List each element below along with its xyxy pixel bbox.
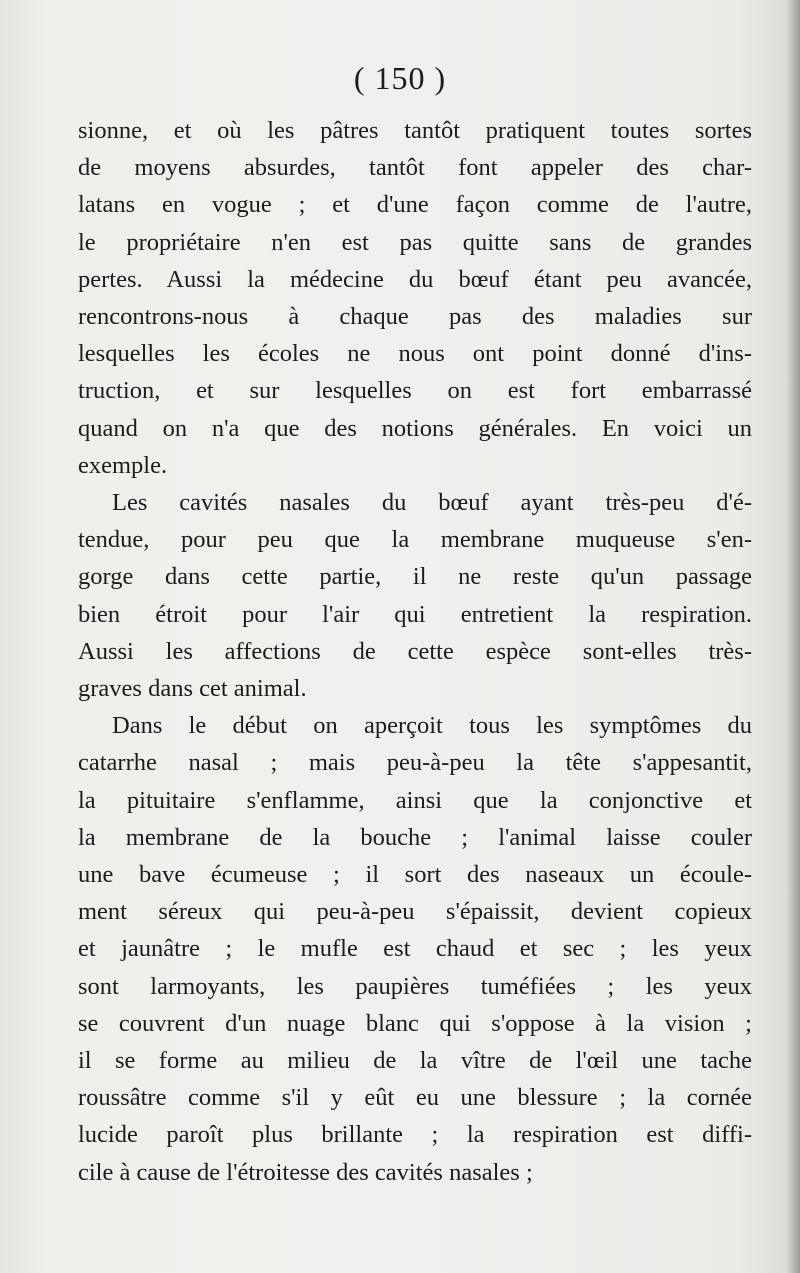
text-line: il se forme au milieu de la vître de l'œil une tache	[78, 1047, 752, 1075]
text-line: lucide paroît plus brillante ; la respiration est diffi-	[78, 1121, 752, 1149]
text-line: de moyens absurdes, tantôt font appeler des char-	[78, 154, 752, 182]
text-line: ment séreux qui peu-à-peu s'épaissit, devient copieux	[78, 898, 752, 926]
text-line: la membrane de la bouche ; l'animal laisse couler	[78, 823, 752, 851]
text-line: latans en vogue ; et d'une façon comme de l'autre,	[78, 191, 752, 219]
text-line: une bave écumeuse ; il sort des naseaux un écoule-	[78, 861, 752, 889]
paragraph	[78, 707, 752, 1191]
text-line: exemple.	[78, 451, 168, 479]
body-text	[78, 112, 752, 1191]
text-line: la pituitaire s'enflamme, ainsi que la conjonctive et	[78, 786, 752, 814]
text-line: Dans le début on aperçoit tous les symptômes du	[112, 712, 752, 740]
text-line: lesquelles les écoles ne nous ont point donné d'ins-	[78, 340, 752, 368]
text-line: Aussi les affections de cette espèce sont-elles très-	[78, 637, 752, 665]
text-line: sont larmoyants, les paupières tuméfiées ; les yeux	[78, 972, 752, 1000]
text-line: Les cavités nasales du bœuf ayant très-peu d'é-	[112, 489, 752, 517]
text-line: pertes. Aussi la médecine du bœuf étant peu avancée,	[78, 265, 752, 293]
text-line: catarrhe nasal ; mais peu-à-peu la tête s'appesantit,	[78, 749, 752, 777]
text-line: le propriétaire n'en est pas quitte sans de grandes	[78, 228, 752, 256]
text-line: se couvrent d'un nuage blanc qui s'oppose à la vision ;	[78, 1009, 752, 1037]
paragraph	[78, 112, 752, 484]
text-line: sionne, et où les pâtres tantôt pratiquent toutes sortes	[78, 117, 752, 144]
paragraph	[78, 484, 752, 707]
text-line: quand on n'a que des notions générales. En voici un	[78, 414, 752, 442]
text-line: truction, et sur lesquelles on est fort embarrassé	[78, 377, 752, 405]
page-number: ( 150 )	[353, 60, 447, 96]
text-line: gorge dans cette partie, il ne reste qu'un passage	[78, 563, 752, 591]
text-line: rencontrons-nous à chaque pas des maladies sur	[78, 303, 752, 331]
text-line: bien étroit pour l'air qui entretient la respiration.	[78, 600, 752, 628]
text-line: tendue, pour peu que la membrane muqueuse s'en-	[78, 526, 752, 554]
page-edge-shadow	[786, 0, 800, 1273]
text-line: roussâtre comme s'il y eût eu une blessure ; la cornée	[78, 1084, 752, 1112]
text-line: et jaunâtre ; le mufle est chaud et sec ; les yeux	[78, 935, 752, 963]
text-line: cile à cause de l'étroitesse des cavités nasales ;	[78, 1158, 533, 1186]
text-line: graves dans cet animal.	[78, 675, 307, 703]
